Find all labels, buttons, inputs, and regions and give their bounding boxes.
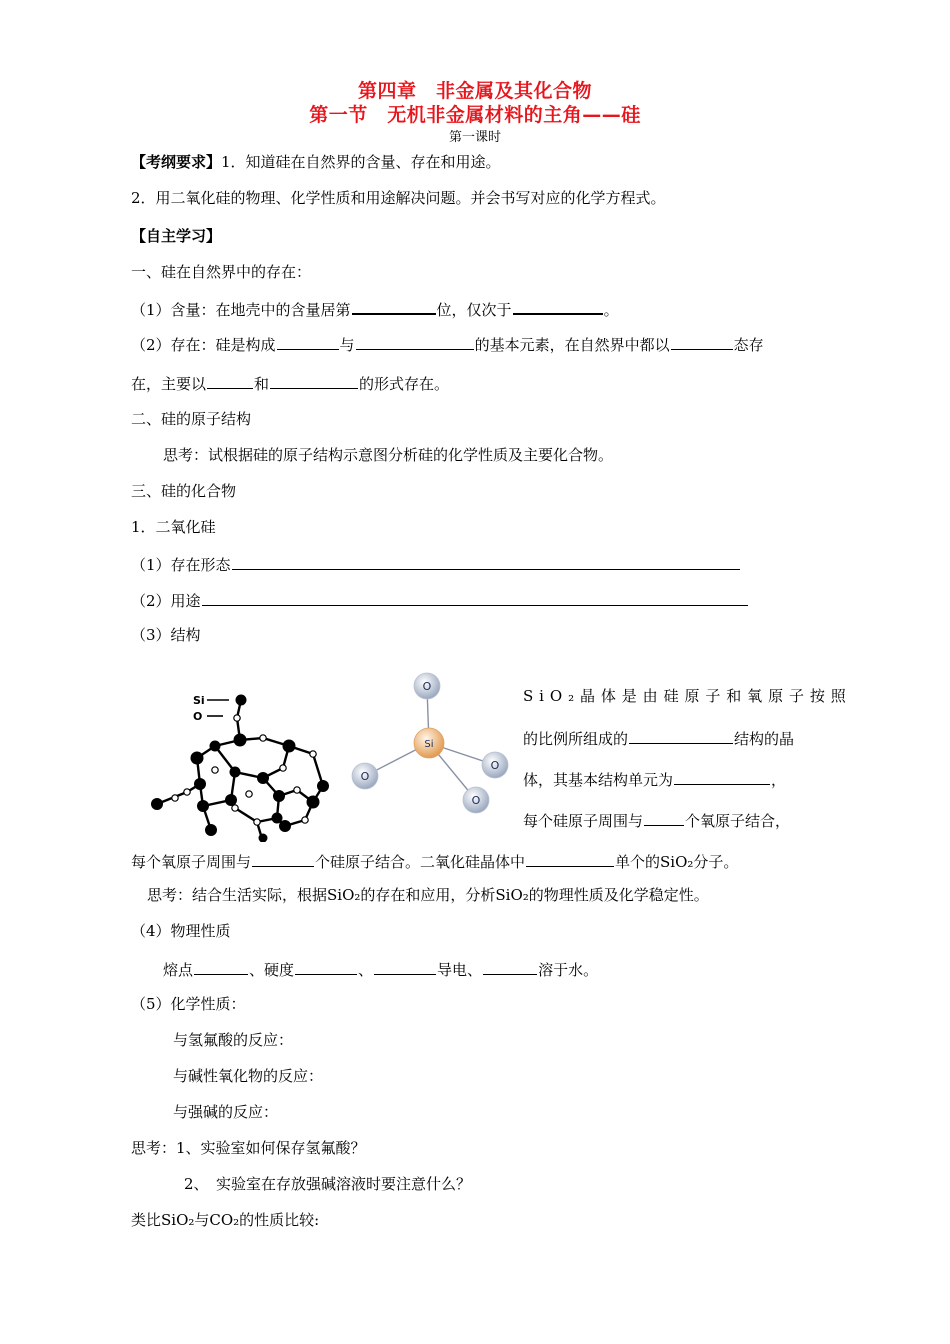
exist2-text-c: 的形式存在。 — [359, 375, 450, 393]
existence-line-2 — [131, 372, 449, 394]
section-heading-2: 二、硅的原子结构 — [131, 410, 252, 428]
form-line — [131, 553, 741, 575]
blank-molecule[interactable] — [526, 850, 614, 867]
exist-text-b: 与 — [339, 336, 355, 354]
blank-o-neighbors[interactable] — [252, 850, 314, 867]
question-2: 2、 实验室在存放强碱溶液时要注意什么？ — [184, 1175, 472, 1193]
structure-text-3 — [523, 768, 786, 790]
think-2: 思考：结合生活实际，根据SiO₂的存在和应用，分析SiO₂的物理性质及化学稳定性。 — [147, 886, 709, 904]
structure-text-5b: 个硅原子结合。二氧化硅晶体中 — [315, 853, 526, 871]
chemical-title: （5）化学性质： — [131, 995, 246, 1013]
structure-text-5c: 单个的SiO₂分子。 — [615, 853, 739, 871]
requirement-2: 2．用二氧化硅的物理、化学性质和用途解决问题。并会书写对应的化学方程式。 — [131, 189, 666, 207]
lattice-o-atoms — [172, 715, 316, 825]
sio2-lattice-figure — [145, 682, 343, 842]
reaction-basic-oxide: 与碱性氧化物的反应： — [173, 1067, 324, 1085]
content-text-b: 位，仅次于 — [436, 301, 512, 319]
section-title: 第一节 无机非金属材料的主角——硅 — [309, 104, 641, 126]
blank-ratio-structure[interactable] — [629, 727, 733, 744]
blank-si-neighbors[interactable] — [644, 809, 684, 826]
compare-label: 类比SiO₂与CO₂的性质比较: — [131, 1211, 320, 1229]
blank-form[interactable] — [232, 553, 740, 570]
exist2-text-a: 在，主要以 — [131, 375, 207, 393]
exist-text-c: 的基本元素，在自然界中都以 — [474, 336, 670, 354]
requirements-label: 【考纲要求】 — [131, 153, 222, 171]
blank-form-2[interactable] — [270, 372, 358, 389]
structure-label: （3）结构 — [131, 626, 201, 644]
physical-text-b: 、硬度 — [249, 961, 295, 979]
think-1: 思考：试根据硅的原子结构示意图分析硅的化学性质及主要化合物。 — [163, 446, 614, 464]
blank-second-only-to[interactable] — [513, 297, 603, 315]
blank-hardness[interactable] — [295, 958, 357, 975]
physical-text-d: 导电、 — [437, 961, 483, 979]
physical-text-e: 溶于水。 — [538, 961, 599, 979]
blank-state[interactable] — [671, 333, 733, 350]
structure-text-2 — [523, 727, 794, 749]
lattice-o-label: O — [193, 710, 203, 723]
reaction-strong-base: 与强碱的反应： — [173, 1103, 279, 1121]
section-heading-3: 三、硅的化合物 — [131, 482, 237, 500]
tetra-o-label-top: O — [422, 680, 432, 693]
blank-rank[interactable] — [352, 297, 436, 315]
structure-text-2b: 结构的晶 — [734, 730, 795, 748]
blank-conductivity[interactable] — [374, 958, 436, 975]
structure-text-3b: ， — [771, 771, 787, 789]
use-line — [131, 589, 749, 611]
blank-form-1[interactable] — [207, 372, 253, 389]
sio2-title: 1．二氧化硅 — [131, 518, 216, 536]
structure-text-5 — [131, 850, 738, 872]
tetra-si-label: Si — [424, 739, 434, 750]
form-label: （1）存在形态 — [131, 556, 231, 574]
reaction-hf: 与氢氟酸的反应： — [173, 1031, 294, 1049]
content-text-c: 。 — [603, 301, 619, 319]
content-text-a: （1）含量：在地壳中的含量居第 — [131, 301, 351, 319]
structure-text-4 — [523, 809, 790, 831]
structure-text-4b: 个氧原子结合， — [685, 812, 791, 830]
blank-melting-point[interactable] — [194, 958, 248, 975]
physical-title: （4）物理性质 — [131, 922, 231, 940]
structure-text-4a: 每个硅原子周围与 — [523, 812, 644, 830]
structure-text-1: SiO₂晶体是由硅原子和氧原子按照 — [523, 687, 852, 705]
tetra-o-label-right: O — [490, 759, 500, 772]
blank-constitute-2[interactable] — [356, 333, 474, 350]
use-label: （2）用途 — [131, 592, 201, 610]
requirement-1: 1．知道硅在自然界的含量、存在和用途。 — [221, 153, 501, 171]
content-line — [131, 297, 619, 320]
physical-line — [163, 958, 598, 980]
chapter-title: 第四章 非金属及其化合物 — [357, 80, 592, 102]
lesson-label: 第一课时 — [448, 130, 501, 145]
blank-constitute-1[interactable] — [277, 333, 339, 350]
structure-text-3a: 体，其基本结构单元为 — [523, 771, 674, 789]
structure-text-2a: 的比例所组成的 — [523, 730, 629, 748]
exist-text-a: （2）存在：硅是构成 — [131, 336, 276, 354]
existence-line-1 — [131, 333, 764, 355]
section-heading-1: 一、硅在自然界中的存在： — [131, 263, 312, 281]
sio2-tetrahedron-figure — [345, 668, 513, 818]
blank-solubility[interactable] — [483, 958, 537, 975]
tetra-o-label-left: O — [360, 770, 370, 783]
physical-text-a: 熔点 — [163, 961, 194, 979]
lattice-si-label: Si — [193, 694, 205, 707]
tetra-o-label-bottom: O — [471, 794, 481, 807]
blank-basic-unit[interactable] — [674, 768, 770, 785]
self-study-label: 【自主学习】 — [131, 227, 222, 245]
blank-use[interactable] — [202, 589, 748, 606]
physical-text-c: 、 — [358, 961, 374, 979]
question-1: 思考：1、实验室如何保存氢氟酸？ — [131, 1139, 366, 1157]
structure-text-5a: 每个氧原子周围与 — [131, 853, 252, 871]
exist2-text-b: 和 — [254, 375, 270, 393]
exist-text-d: 态存 — [733, 336, 764, 354]
requirements-line-1 — [131, 152, 501, 172]
